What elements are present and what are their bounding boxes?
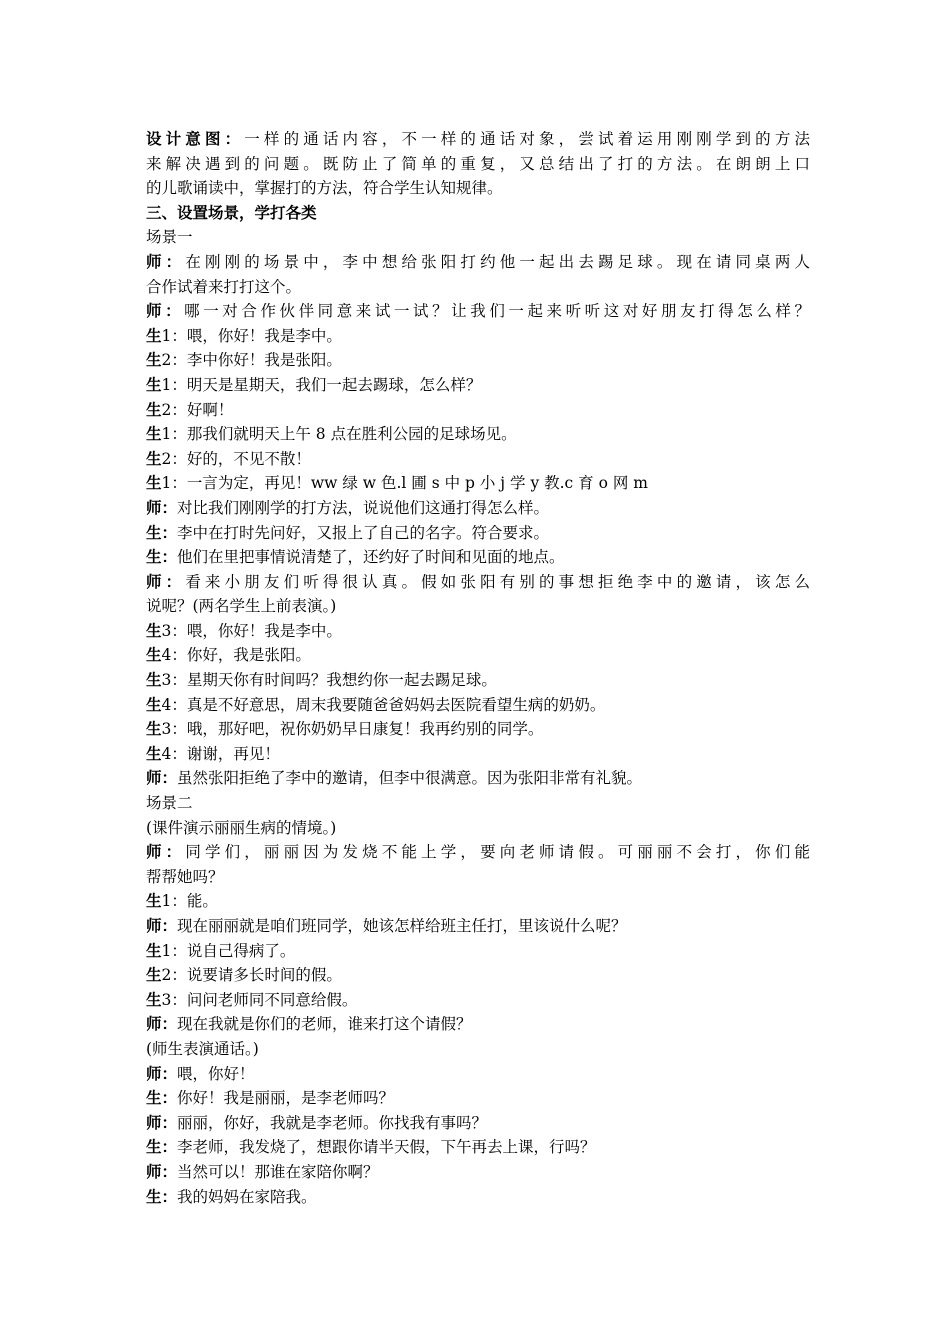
line-text: 场景二 bbox=[146, 794, 193, 813]
speaker-label: 生 bbox=[146, 425, 162, 444]
line-text: 2：李中你好！我是张阳。 bbox=[161, 351, 342, 370]
speaker-label: 师： bbox=[146, 572, 186, 591]
line-text: 在刚刚的场景中，李中想给张阳打约他一起出去踢足球。现在请同桌两人 bbox=[185, 252, 810, 271]
text-line bbox=[146, 939, 810, 964]
line-text: 李中在打时先问好，又报上了自己的名字。符合要求。 bbox=[177, 523, 550, 542]
line-text: 1：明天是星期天，我们一起去踢球，怎么样？ bbox=[161, 375, 482, 394]
line-text: 看来小朋友们听得很认真。假如张阳有别的事想拒绝李中的邀请，该怎么 bbox=[185, 572, 810, 591]
line-text: 虽然张阳拒绝了李中的邀请，但李中很满意。因为张阳非常有礼貌。 bbox=[177, 769, 643, 788]
text-line bbox=[146, 471, 810, 496]
text-line bbox=[146, 348, 810, 373]
speaker-label: 生 bbox=[146, 990, 162, 1009]
speaker-label: 生： bbox=[146, 1138, 178, 1157]
line-text: 丽丽，你好，我就是李老师。你找我有事吗？ bbox=[177, 1113, 488, 1132]
line-text: 当然可以！那谁在家陪你啊？ bbox=[177, 1162, 379, 1181]
text-line bbox=[146, 152, 810, 177]
text-line bbox=[146, 643, 810, 668]
line-text: 哪一对合作伙伴同意来试一试？让我们一起来听听这对好朋友打得怎么样？ bbox=[184, 302, 810, 321]
speaker-label: 生： bbox=[146, 1089, 178, 1108]
speaker-label: 师： bbox=[146, 1113, 178, 1132]
speaker-label: 生 bbox=[146, 449, 162, 468]
line-text: 喂，你好！ bbox=[177, 1064, 255, 1083]
text-line bbox=[146, 791, 810, 816]
text-line bbox=[146, 570, 810, 595]
line-text: 对比我们刚刚学的打方法，说说他们这通打得怎么样。 bbox=[177, 498, 550, 517]
text-line bbox=[146, 275, 810, 300]
speaker-label: 师： bbox=[146, 498, 178, 517]
line-text: 2：好的，不见不散！ bbox=[161, 449, 311, 468]
speaker-label: 生 bbox=[146, 671, 162, 690]
text-line bbox=[146, 693, 810, 718]
text-line bbox=[146, 816, 810, 841]
speaker-label: 师： bbox=[146, 302, 185, 321]
line-text: 1：喂，你好！我是李中。 bbox=[161, 326, 342, 345]
line-text: 4：真是不好意思，周末我要随爸爸妈妈去医院看望生病的奶奶。 bbox=[161, 695, 606, 714]
line-text: 帮帮她吗？ bbox=[146, 867, 224, 886]
text-line bbox=[146, 127, 810, 152]
speaker-label: 生 bbox=[146, 966, 162, 985]
text-line bbox=[146, 176, 810, 201]
text-line bbox=[146, 988, 810, 1013]
line-text: 我的妈妈在家陪我。 bbox=[177, 1187, 317, 1206]
line-text: 一样的通话内容，不一样的通话对象，尝试着运用刚刚学到的方法 bbox=[244, 130, 810, 148]
line-text: 现在丽丽就是咱们班同学，她该怎样给班主任打，里该说什么呢？ bbox=[177, 917, 627, 935]
speaker-label: 生 bbox=[146, 744, 162, 763]
text-line bbox=[146, 1062, 810, 1087]
text-line bbox=[146, 1135, 810, 1160]
speaker-label: 师： bbox=[146, 917, 178, 935]
text-line bbox=[146, 742, 810, 767]
text-line bbox=[146, 914, 810, 939]
speaker-label: 师： bbox=[146, 252, 186, 271]
line-text: 1：那我们就明天上午 8 点在胜利公园的足球场见。 bbox=[161, 425, 517, 444]
line-text: 4：你好，我是张阳。 bbox=[161, 646, 311, 665]
text-line bbox=[146, 1012, 810, 1037]
line-text: 2：好啊！ bbox=[161, 400, 234, 419]
text-line bbox=[146, 521, 810, 546]
text-line bbox=[146, 1086, 810, 1111]
speaker-label: 生： bbox=[146, 1187, 178, 1206]
speaker-label: 生 bbox=[146, 326, 162, 345]
line-text: 场景一 bbox=[146, 228, 193, 247]
text-line bbox=[146, 1111, 810, 1136]
speaker-label: 生 bbox=[146, 646, 162, 665]
text-line bbox=[146, 201, 810, 226]
speaker-label: 生 bbox=[146, 941, 162, 960]
line-text: 说呢？(两名学生上前表演。) bbox=[146, 597, 337, 616]
speaker-label: 设计意图： bbox=[146, 130, 245, 148]
speaker-label: 生 bbox=[146, 400, 162, 419]
line-text: 同学们，丽丽因为发烧不能上学，要向老师请假。可丽丽不会打，你们能 bbox=[185, 843, 810, 862]
speaker-label: 生 bbox=[146, 375, 162, 394]
text-line bbox=[146, 963, 810, 988]
speaker-label: 生 bbox=[146, 474, 162, 493]
line-text: 2：说要请多长时间的假。 bbox=[161, 966, 342, 985]
line-text: 来解决遇到的问题。既防止了简单的重复，又总结出了打的方法。在朗朗上口 bbox=[146, 154, 810, 173]
text-line bbox=[146, 225, 810, 250]
text-line bbox=[146, 299, 810, 324]
text-line bbox=[146, 840, 810, 865]
speaker-label: 生 bbox=[146, 351, 162, 370]
line-text: (课件演示丽丽生病的情境。) bbox=[146, 818, 337, 837]
text-line bbox=[146, 545, 810, 570]
line-text: 3：哦，那好吧，祝你奶奶早日康复！我再约别的同学。 bbox=[161, 720, 544, 739]
line-text: 三、设置场景，学打各类 bbox=[146, 203, 317, 222]
line-text: 3：问问老师同不同意给假。 bbox=[161, 990, 358, 1009]
speaker-label: 生 bbox=[146, 621, 162, 640]
text-line bbox=[146, 496, 810, 521]
line-text: 李老师，我发烧了，想跟你请半天假，下午再去上课，行吗？ bbox=[177, 1138, 596, 1157]
text-line bbox=[146, 447, 810, 472]
line-text: 1：说自己得病了。 bbox=[161, 941, 296, 960]
line-text: 1：能。 bbox=[161, 892, 218, 911]
text-line bbox=[146, 398, 810, 423]
speaker-label: 师： bbox=[146, 1064, 178, 1083]
text-line bbox=[146, 373, 810, 398]
text-line bbox=[146, 619, 810, 644]
text-line bbox=[146, 889, 810, 914]
speaker-label: 生 bbox=[146, 695, 162, 714]
line-text: 3：星期天你有时间吗？我想约你一起去踢足球。 bbox=[161, 671, 497, 690]
text-line bbox=[146, 766, 810, 791]
speaker-label: 师： bbox=[146, 843, 186, 862]
text-line bbox=[146, 717, 810, 742]
speaker-label: 师： bbox=[146, 769, 178, 788]
line-text: 合作试着来打打这个。 bbox=[146, 277, 302, 296]
text-line bbox=[146, 865, 810, 890]
line-text: 1：一言为定，再见！ww 绿 w 色.l 圃 s 中 p 小 j 学 y 教.c 育 o 网 m bbox=[161, 474, 648, 493]
speaker-label: 师： bbox=[146, 1015, 178, 1034]
speaker-label: 师： bbox=[146, 1162, 178, 1181]
line-text: 4：谢谢，再见！ bbox=[161, 744, 280, 763]
text-line bbox=[146, 1160, 810, 1185]
line-text: 你好！我是丽丽，是李老师吗？ bbox=[177, 1089, 395, 1108]
document-body bbox=[146, 127, 810, 1209]
text-line bbox=[146, 422, 810, 447]
text-line bbox=[146, 1037, 810, 1062]
speaker-label: 生： bbox=[146, 548, 178, 567]
line-text: 现在我就是你们的老师，谁来打这个请假？ bbox=[177, 1015, 472, 1034]
line-text: 的儿歌诵读中，掌握打的方法，符合学生认知规律。 bbox=[146, 179, 503, 198]
text-line bbox=[146, 250, 810, 275]
line-text: (师生表演通话。) bbox=[146, 1039, 259, 1058]
line-text: 3：喂，你好！我是李中。 bbox=[161, 621, 342, 640]
text-line bbox=[146, 1185, 810, 1210]
speaker-label: 生 bbox=[146, 892, 162, 911]
speaker-label: 生： bbox=[146, 523, 178, 542]
text-line bbox=[146, 324, 810, 349]
line-text: 他们在里把事情说清楚了，还约好了时间和见面的地点。 bbox=[177, 548, 565, 567]
text-line bbox=[146, 668, 810, 693]
text-line bbox=[146, 594, 810, 619]
speaker-label: 生 bbox=[146, 720, 162, 739]
